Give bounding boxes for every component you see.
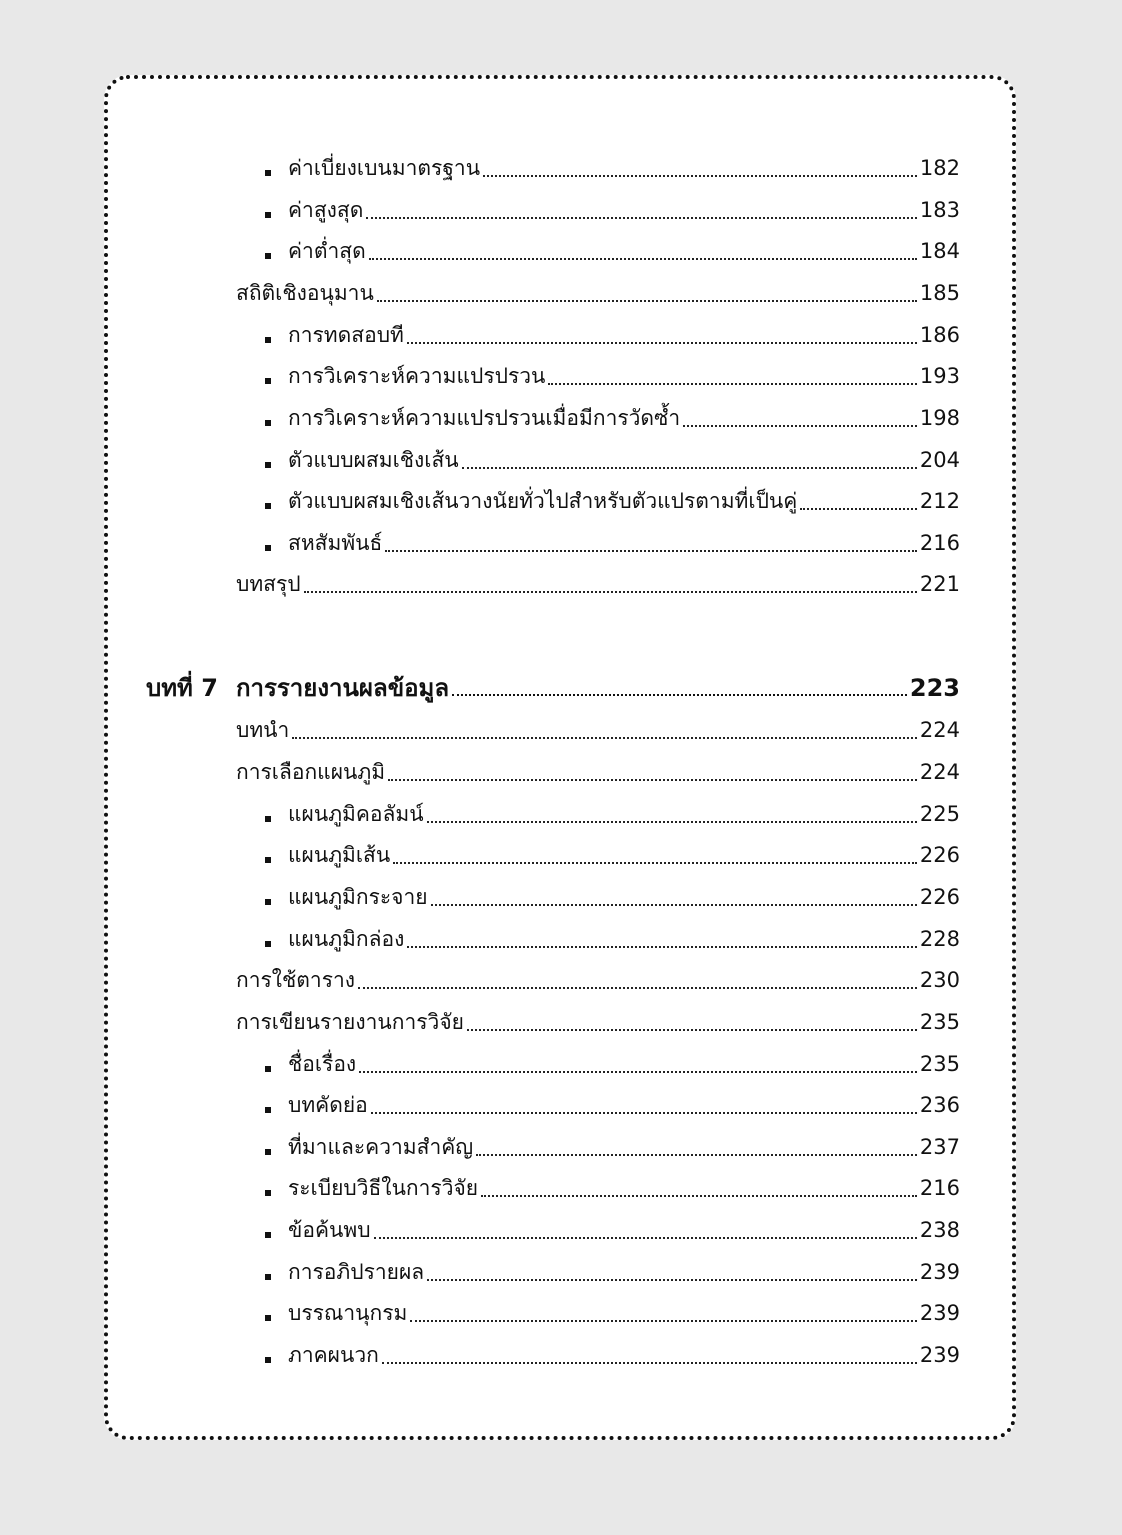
toc-entry-label: ภาคผนวก bbox=[288, 1343, 379, 1367]
toc-row bbox=[0, 481, 1122, 521]
chapter-heading-row bbox=[0, 668, 1122, 708]
toc-row bbox=[0, 231, 1122, 271]
toc-row bbox=[0, 1252, 1122, 1292]
toc-row bbox=[0, 835, 1122, 875]
toc-page-number: 212 bbox=[919, 489, 960, 513]
dot-leader bbox=[374, 1236, 917, 1239]
toc-row bbox=[0, 919, 1122, 959]
toc-row bbox=[0, 1044, 1122, 1084]
toc-entry-label: แผนภูมิคอลัมน์ bbox=[288, 802, 424, 826]
bullet-icon bbox=[265, 1232, 271, 1238]
bullet-icon bbox=[265, 212, 271, 218]
toc-entry-label: แผนภูมิกระจาย bbox=[288, 885, 428, 909]
dot-leader bbox=[427, 1278, 917, 1281]
dot-leader bbox=[800, 507, 917, 510]
toc-entry[interactable] bbox=[288, 440, 960, 480]
toc-entry[interactable] bbox=[288, 481, 960, 521]
toc-entry[interactable] bbox=[288, 1044, 960, 1084]
toc-row bbox=[0, 315, 1122, 355]
toc-page-number: 184 bbox=[919, 239, 960, 263]
toc-entry[interactable] bbox=[288, 398, 960, 438]
toc-entry[interactable] bbox=[288, 919, 960, 959]
toc-page-number: 238 bbox=[919, 1218, 960, 1242]
toc-entry-label: การเขียนรายงานการวิจัย bbox=[236, 1010, 464, 1034]
toc-row bbox=[0, 440, 1122, 480]
dot-leader bbox=[410, 1319, 917, 1322]
toc-entry-label: ตัวแบบผสมเชิงเส้นวางนัยทั่วไปสำหรับตัวแปรตามที่เป็นคู่ bbox=[288, 489, 798, 513]
dot-leader bbox=[483, 174, 917, 177]
toc-entry-label: การทดสอบที bbox=[288, 323, 404, 347]
bullet-icon bbox=[265, 1149, 271, 1155]
toc-page-number: 237 bbox=[919, 1135, 960, 1159]
toc-entry-label: ชื่อเรื่อง bbox=[288, 1052, 357, 1076]
toc-entry[interactable] bbox=[288, 1210, 960, 1250]
toc-page-number: 193 bbox=[919, 364, 960, 388]
dot-leader bbox=[292, 736, 917, 739]
toc-page-number: 239 bbox=[919, 1260, 960, 1284]
bullet-icon bbox=[265, 1357, 271, 1363]
toc-page-number: 225 bbox=[919, 802, 960, 826]
toc-page-number: 216 bbox=[919, 1176, 960, 1200]
toc-row bbox=[0, 398, 1122, 438]
toc-entry-label: สถิติเชิงอนุมาน bbox=[236, 281, 374, 305]
toc-entry-label: บรรณานุกรม bbox=[288, 1301, 408, 1325]
toc-entry-label: การวิเคราะห์ความแปรปรวนเมื่อมีการวัดซ้ำ bbox=[288, 406, 681, 430]
toc-row bbox=[0, 1335, 1122, 1375]
toc-page-number: 185 bbox=[919, 281, 960, 305]
toc-entry-label: ค่าเบี่ยงเบนมาตรฐาน bbox=[288, 156, 481, 180]
toc-entry-label: สหสัมพันธ์ bbox=[288, 531, 383, 555]
toc-entry[interactable] bbox=[288, 877, 960, 917]
toc-entry[interactable] bbox=[288, 835, 960, 875]
toc-page-number: 235 bbox=[919, 1010, 960, 1034]
toc-page-number: 228 bbox=[919, 927, 960, 951]
toc-entry-label: ที่มาและความสำคัญ bbox=[288, 1135, 474, 1159]
toc-row bbox=[0, 1127, 1122, 1167]
bullet-icon bbox=[265, 378, 271, 384]
bullet-icon bbox=[265, 420, 271, 426]
dot-leader bbox=[385, 549, 917, 552]
dot-leader bbox=[366, 216, 917, 219]
dot-leader bbox=[683, 424, 917, 427]
bullet-icon bbox=[265, 816, 271, 822]
toc-page-number: 230 bbox=[919, 968, 960, 992]
toc-row bbox=[0, 273, 1122, 313]
toc-row bbox=[0, 752, 1122, 792]
chapter-title: การรายงานผลข้อมูล bbox=[236, 674, 450, 702]
dot-leader bbox=[407, 945, 917, 948]
toc-row bbox=[0, 148, 1122, 188]
toc-entry-label: การอภิปรายผล bbox=[288, 1260, 425, 1284]
bullet-icon bbox=[265, 899, 271, 905]
toc-row bbox=[0, 523, 1122, 563]
bullet-icon bbox=[265, 1107, 271, 1113]
bullet-icon bbox=[265, 503, 271, 509]
dot-leader bbox=[452, 693, 907, 696]
toc-entry-label: แผนภูมิเส้น bbox=[288, 843, 391, 867]
toc-entry-label: ค่าต่ำสุด bbox=[288, 239, 366, 263]
toc-entry[interactable] bbox=[236, 1002, 960, 1042]
dot-leader bbox=[359, 1070, 917, 1073]
toc-page-number: 239 bbox=[919, 1301, 960, 1325]
toc-row bbox=[0, 1002, 1122, 1042]
toc-entry-label: การเลือกแผนภูมิ bbox=[236, 760, 386, 784]
dot-leader bbox=[481, 1194, 917, 1197]
toc-page-number: 182 bbox=[919, 156, 960, 180]
toc-page-number: 226 bbox=[919, 885, 960, 909]
dot-leader bbox=[304, 590, 917, 593]
dot-leader bbox=[548, 382, 917, 385]
chapter-number: บทที่ 7 bbox=[146, 674, 218, 702]
toc-entry-label: แผนภูมิกล่อง bbox=[288, 927, 405, 951]
toc-entry[interactable] bbox=[288, 315, 960, 355]
toc-entry[interactable] bbox=[236, 752, 960, 792]
dot-leader bbox=[382, 1361, 917, 1364]
toc-entry[interactable] bbox=[236, 960, 960, 1000]
toc-entry-label: ค่าสูงสุด bbox=[288, 198, 364, 222]
dot-leader bbox=[377, 299, 917, 302]
toc-row bbox=[0, 877, 1122, 917]
toc-entry-label: ข้อค้นพบ bbox=[288, 1218, 371, 1242]
toc-row bbox=[0, 564, 1122, 604]
toc-entry[interactable] bbox=[288, 1127, 960, 1167]
toc-entry[interactable] bbox=[288, 523, 960, 563]
dot-leader bbox=[476, 1153, 917, 1156]
toc-entry[interactable] bbox=[288, 1168, 960, 1208]
toc-entry[interactable] bbox=[288, 1252, 960, 1292]
dot-leader bbox=[467, 1028, 917, 1031]
bullet-icon bbox=[265, 1315, 271, 1321]
toc-entry-label: บทคัดย่อ bbox=[288, 1093, 368, 1117]
toc-entry-label: ระเบียบวิธีในการวิจัย bbox=[288, 1176, 479, 1200]
toc-row bbox=[0, 1168, 1122, 1208]
toc-page-number: 183 bbox=[919, 198, 960, 222]
bullet-icon bbox=[265, 337, 271, 343]
toc-entry[interactable] bbox=[236, 564, 960, 604]
toc-page-number: 239 bbox=[919, 1343, 960, 1367]
bullet-icon bbox=[265, 253, 271, 259]
toc-page-number: 235 bbox=[919, 1052, 960, 1076]
bullet-icon bbox=[265, 1066, 271, 1072]
bullet-icon bbox=[265, 1274, 271, 1280]
toc-entry[interactable] bbox=[288, 231, 960, 271]
toc-entry[interactable] bbox=[236, 273, 960, 313]
bullet-icon bbox=[265, 545, 271, 551]
toc-row bbox=[0, 1210, 1122, 1250]
toc-page-number: 226 bbox=[919, 843, 960, 867]
bullet-icon bbox=[265, 941, 271, 947]
dot-leader bbox=[431, 903, 917, 906]
dot-leader bbox=[388, 778, 917, 781]
dot-leader bbox=[393, 861, 917, 864]
toc-page-number: 186 bbox=[919, 323, 960, 347]
toc-page-number: 224 bbox=[919, 760, 960, 784]
toc-row bbox=[0, 794, 1122, 834]
toc-entry[interactable] bbox=[288, 794, 960, 834]
toc-page-number: 224 bbox=[919, 718, 960, 742]
toc-page-number: 198 bbox=[919, 406, 960, 430]
toc-entry[interactable] bbox=[288, 1085, 960, 1125]
toc-entry-label: ตัวแบบผสมเชิงเส้น bbox=[288, 448, 459, 472]
bullet-icon bbox=[265, 462, 271, 468]
dot-leader bbox=[358, 986, 917, 989]
toc-entry[interactable] bbox=[288, 190, 960, 230]
toc-entry[interactable] bbox=[288, 148, 960, 188]
toc-entry-label: บทสรุป bbox=[236, 572, 301, 596]
bullet-icon bbox=[265, 170, 271, 176]
toc-entry[interactable] bbox=[288, 1293, 960, 1333]
toc-entry[interactable] bbox=[236, 710, 960, 750]
toc-row bbox=[0, 1085, 1122, 1125]
toc-page-number: 236 bbox=[919, 1093, 960, 1117]
toc-row bbox=[0, 960, 1122, 1000]
toc-entry-label: บทนำ bbox=[236, 718, 290, 742]
toc-entry-label: การใช้ตาราง bbox=[236, 968, 356, 992]
dot-leader bbox=[371, 1111, 917, 1114]
toc-row bbox=[0, 1293, 1122, 1333]
toc-entry[interactable] bbox=[288, 1335, 960, 1375]
dot-leader bbox=[427, 820, 917, 823]
toc-entry[interactable] bbox=[288, 356, 960, 396]
toc-page-number: 221 bbox=[919, 572, 960, 596]
dot-leader bbox=[407, 341, 917, 344]
toc-row bbox=[0, 710, 1122, 750]
toc-row bbox=[0, 356, 1122, 396]
toc-page-number: 204 bbox=[919, 448, 960, 472]
toc-entry-label: การวิเคราะห์ความแปรปรวน bbox=[288, 364, 546, 388]
chapter-page-number: 223 bbox=[909, 674, 960, 702]
toc-row bbox=[0, 190, 1122, 230]
chapter-title-entry[interactable] bbox=[236, 668, 960, 708]
dot-leader bbox=[462, 466, 917, 469]
toc-page-number: 216 bbox=[919, 531, 960, 555]
bullet-icon bbox=[265, 1190, 271, 1196]
bullet-icon bbox=[265, 857, 271, 863]
dot-leader bbox=[369, 257, 917, 260]
